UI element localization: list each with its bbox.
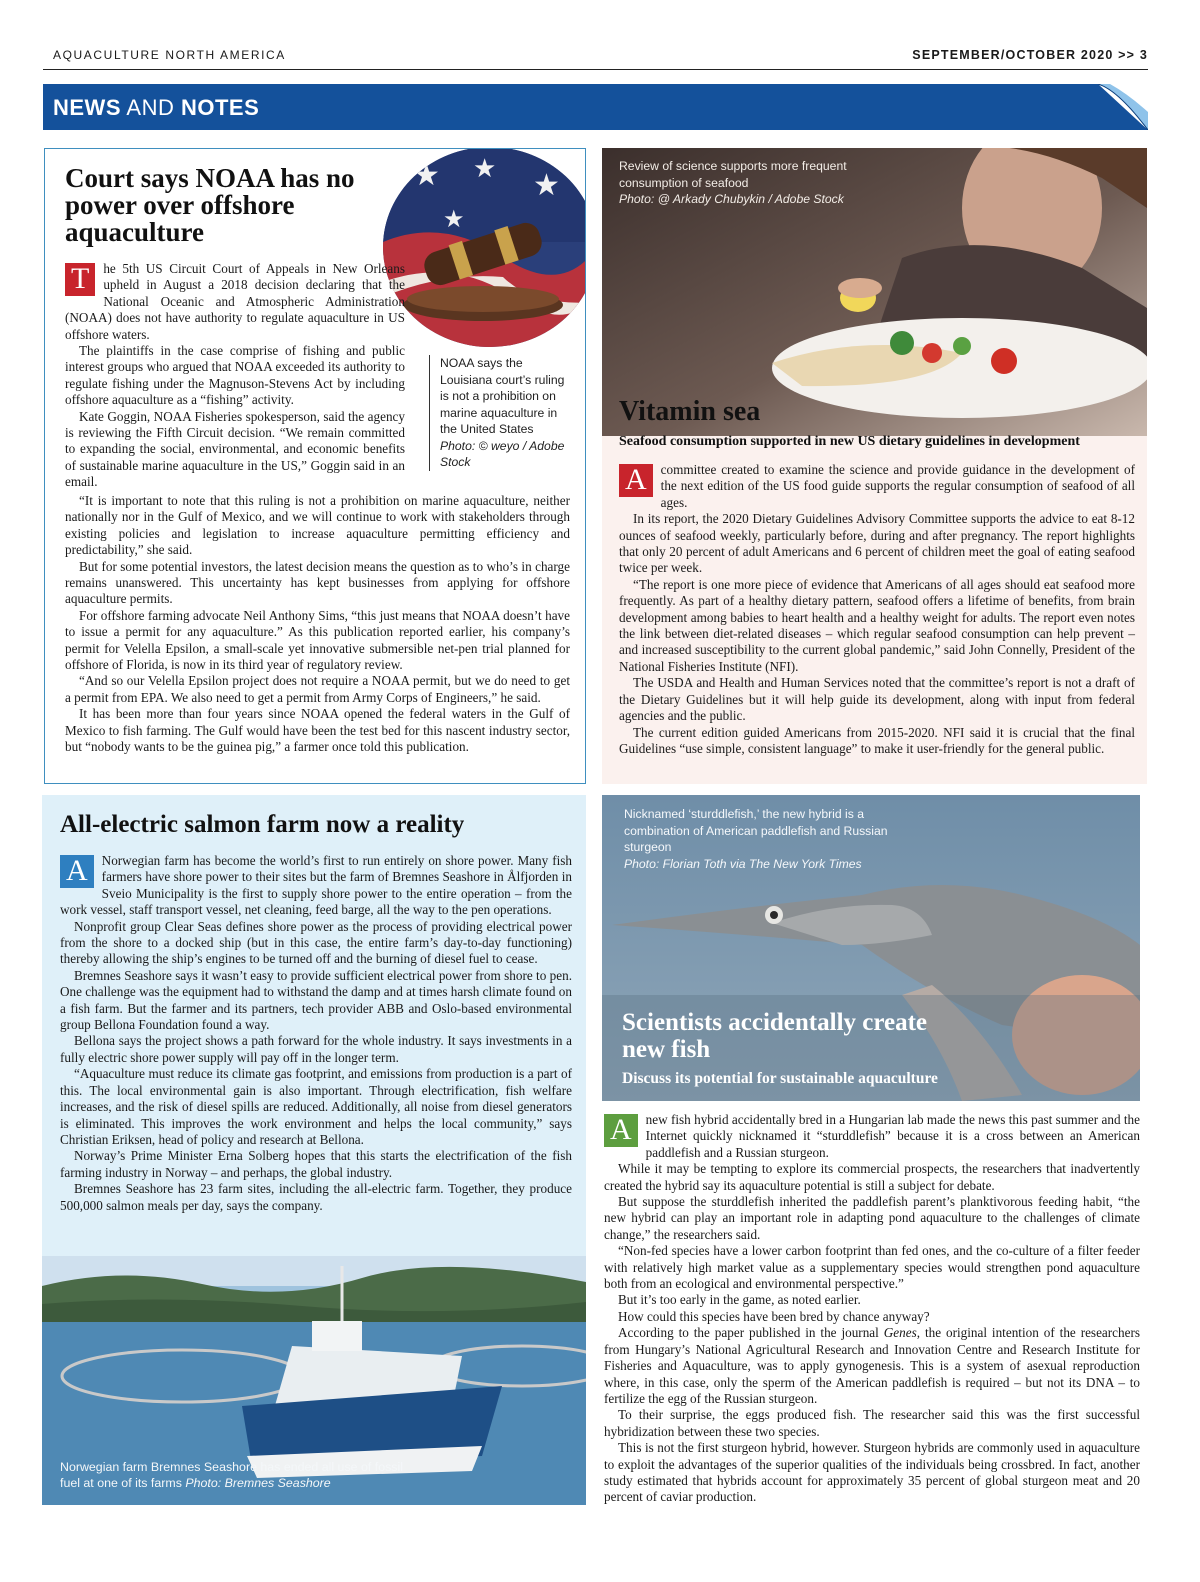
photo-credit: Photo: Florian Toth via The New York Times [624, 856, 862, 871]
headline: Vitamin sea [619, 396, 761, 427]
subheadline: Seafood consumption supported in new US dietary guidelines in development [619, 434, 1080, 449]
svg-text:★: ★ [473, 154, 497, 183]
photo-credit: Photo: Bremnes Seashore [185, 1476, 331, 1490]
journal-name: Genes [883, 1325, 917, 1341]
headline: All-electric salmon farm now a reality [60, 811, 465, 838]
article-body-lower: “It is important to note that this ruling is not a prohibition on marine aquaculture, neither nationally nor in the Gulf of Mexico, and we will continue to work with stakeholders through existing policies and legislation to increase aquaculture permitting efficiency and predictability,” she said. But for some potential investors, the latest decision means the question as to who’s in charge remains unanswered. This uncertainty has kept businesses from applying for offshore aquaculture permits. For offshore farming advocate Neil Anthony Sims, “this just means that NOAA doesn’t have to issue a permit for any aquaculture.” As this publication reported earlier, his company’s permit for Velella Epsilon, a small-scale yet innovative submersible net-pen trial planned for offshore of Florida, is now in its third year of regulatory review. “And so our Velella Epsilon project does not require a NOAA permit, but we do need to get a permit from EPA. We also need to get a permit from Army Corps of Engineers,” he said. It has been more than four years since NOAA opened the federal waters in the Gulf of Mexico to fish farming. The Gulf would have been the test bed for this nascent industry sector, but “nobody wants to be the guinea pig,” a farmer once told this publication. [65, 493, 570, 755]
photo-caption: Nicknamed ‘sturddlefish,’ the new hybrid is a combination of American paddlefish and Russian sturgeon Photo: Florian Toth via The New York Times [624, 807, 888, 871]
section-title: NEWS AND NOTES [53, 95, 260, 120]
drop-cap: T [65, 263, 95, 296]
photo-credit: Photo: @ Arkady Chubykin / Adobe Stock [619, 192, 844, 206]
article-court-noaa [44, 148, 586, 784]
gavel-illustration [383, 148, 586, 347]
photo-caption: NOAA says the Louisiana court’s ruling is not a prohibition on marine aquaculture in the United States Photo: © weyo / Adobe Stock [429, 355, 571, 471]
photo-credit: Photo: © weyo / Adobe Stock [440, 438, 565, 469]
photo-caption: Norwegian farm Bremnes Seashore has ended all use of fossil fuel at one of its farms Photo: Bremnes Seashore [60, 1460, 403, 1490]
section-banner [43, 84, 1148, 130]
drop-cap: A [60, 855, 94, 888]
gavel-flag-photo [383, 148, 586, 347]
page-header [43, 48, 1148, 70]
headline: Scientists accidentally create new fish [622, 1009, 928, 1063]
photo-caption: Review of science supports more frequent consumption of seafood Photo: @ Arkady Chubykin / Adobe Stock [619, 159, 847, 206]
drop-cap: A [619, 464, 653, 497]
article-vitamin-sea [602, 148, 1147, 784]
publication-name: AQUACULTURE NORTH AMERICA [53, 48, 286, 62]
svg-text:★: ★ [533, 169, 560, 202]
svg-text:★: ★ [413, 159, 440, 192]
issue-and-page: SEPTEMBER/OCTOBER 2020 >> 3 [912, 48, 1148, 62]
article-sturgeon-photo-header [602, 795, 1140, 1101]
headline: Court says NOAA has no power over offshore aquaculture [65, 163, 355, 247]
article-body: A Norwegian farm has become the world’s first to run entirely on shore power. Many fish farmers have shore power to their sites but the farm of Bremnes Seashore in Ålfjorden in Sveio Municipality is the first to supply shore power to the entire operation – from the work vessel, staff transport vessel, net cleaning, feed barge, all the way to the pen operations. Nonprofit group Clear Seas defines shore power as the process of providing electrical power from the shore to a docked ship (but in this case, the entire farm’s day-to-day functioning) thereby allowing the ship’s engines to be turned off and the burning of diesel fuel to cease. Bremnes Seashore says it wasn’t easy to provide sufficient electrical power from shore to pen. One challenge was the equipment had to withstand the damp and at times harsh climate found on a fish farm. But the farmer and its partners, tech provider ABB and Oslo-based environmental group Bellona Foundation found a way. Bellona says the project shows a path forward for the whole industry. It says investments in a fully electric shore power supply will pay off in the longer term. “Aquaculture must reduce its climate gas footprint, and emissions from production is a part of this. The local environmental gain is also important. Through electrification, fish welfare increases, and the risk of diesel spills are reduced. Additionally, all noise from diesel generators is eliminated. This improves the work environment and helps the local community,” says Christian Eriksen, head of policy and research at Bellona. Norway’s Prime Minister Erna Solberg hopes that this starts the electrification of the fish farming industry in Norway – and perhaps, the global industry. Bremnes Seashore has 23 farm sites, including the all-electric farm. Together, they produce 500,000 salmon meals per day, says the company. [60, 853, 572, 1213]
page-curl-graphic [1058, 84, 1148, 130]
article-body: A committee created to examine the science and provide guidance in the development of the next edition of the US food guide supports the regular consumption of seafood of all ages. In its report, the 2020 Dietary Guidelines Advisory Committee supports the advice to eat 8-12 ounces of seafood weekly, particularly before, during and after pregnancy. The report highlights that only 20 percent of adult Americans and 6 percent of children meet the goal of eating seafood twice per week. “The report is one more piece of evidence that Americans of all ages should eat seafood more frequently. As part of a healthy dietary pattern, seafood offers a lifetime of benefits, from brain development among babies to heart health and a healthy weight for adults. The report even notes the link between diet-related diseases – which regular seafood consumption can help prevent – and increased susceptibility to the current global pandemic,” said John Connelly, President of the National Fisheries Institute (NFI). The USDA and Health and Human Services noted that the committee’s report is not a draft of the Dietary Guidelines but it will help guide its development, along with input from federal agencies and the public. The current edition guided Americans from 2015-2020. NFI said it is crucial that the final Guidelines “use simple, consistent language” to make it user-friendly for the general public. [619, 462, 1135, 756]
subheadline: Discuss its potential for sustainable aquaculture [622, 1070, 938, 1087]
article-sturgeon-body: A new fish hybrid accidentally bred in a Hungarian lab made the news this past summer and the Internet quickly nicknamed it “sturddlefish” because it is a cross between an American paddlefish and a Russian sturgeon. While it may be tempting to explore its commercial prospects, the researchers that inadvertently created the hybrid say its aquaculture potential is still a subject for debate. But suppose the sturddlefish inherited the paddlefish parent’s planktivorous feeding habit, “the new hybrid can play an important role in adapting pond aquaculture to the challenges of climate change,” the researchers said. “Non-fed species have a lower carbon footprint than fed ones, and the co-culture of a filter feeder with relatively high market value as a supplementary species would strengthen pond aquaculture both from an ecological and environmental perspective.” But it’s too early in the game, as noted earlier. How could this species have been bred by chance anyway? According to the paper published in the journal Genes, the original intention of the researchers from Hungary’s National Agricultural Research and Innovation Centre and Research Institute for Fisheries and Aquaculture, was to apply gynogenesis. This is a system of asexual reproduction where, in this case, only the sperm of the American paddlefish is required – but not its DNA – to fertilize the egg of the Russian sturgeon. To their surprise, the eggs produced fish. The researcher said this was the first successful hybridization between these two species. This is not the first sturgeon hybrid, however. Sturgeon hybrids are commonly used in aquaculture to exploit the advantages of the superior qualities of the individuals being crossbred. In fact, another study estimated that hybrids account for approximately 35 percent of global sturgeon meat and 20 percent of caviar production. [604, 1112, 1140, 1505]
article-electric-salmon-farm [42, 795, 586, 1505]
article-body-upper: T he 5th US Circuit Court of Appeals in New Orleans upheld in August a 2018 decision declaring that the National Oceanic and Atmospheric Administration (NOAA) does not have authority to regulate aquaculture in US offshore waters. The plaintiffs in the case comprise of fishing and public interest groups who argued that NOAA exceeded its authority to regulate fishing under the Magnuson-Stevens Act by including offshore aquaculture as a “fishing” activity. Kate Goggin, NOAA Fisheries spokesperson, said the agency is reviewing the Fifth Circuit decision. “We remain committed to expanding the social, environmental, and economic benefits of sustainable marine aquaculture in the US,” Goggin said in an email. [65, 261, 405, 490]
drop-cap: A [604, 1114, 638, 1147]
svg-text:★: ★ [443, 207, 465, 233]
